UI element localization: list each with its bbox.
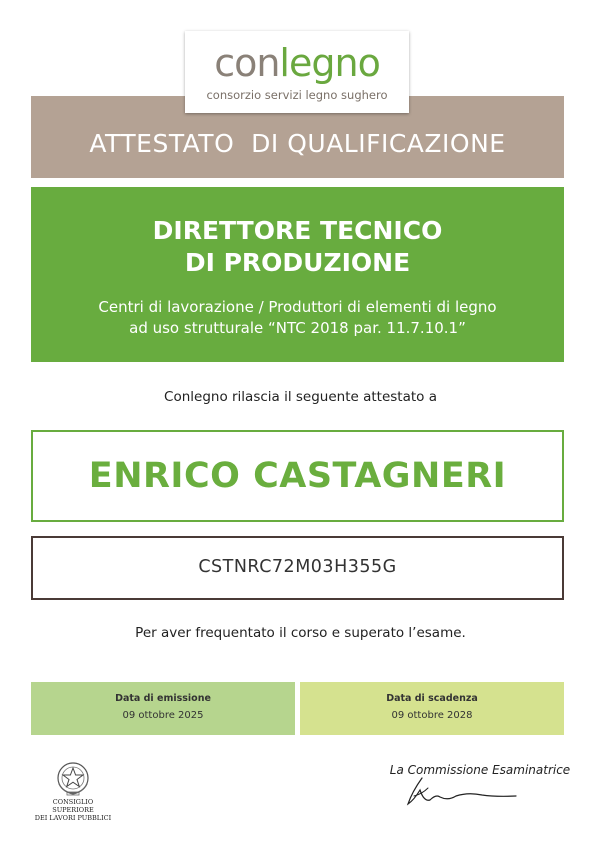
emblem-line-2: DEI LAVORI PUBBLICI (34, 814, 112, 822)
role-line-1: DIRETTORE TECNICO (152, 216, 443, 245)
issue-date-value: 09 ottobre 2025 (122, 710, 204, 721)
certificate-title: ATTESTATO DI QUALIFICAZIONE (89, 129, 506, 158)
emblem-line-1: CONSIGLIO SUPERIORE (52, 798, 94, 814)
emblem-caption (33, 798, 113, 822)
role-scope (31, 297, 564, 339)
issue-date-label: Data di emissione (115, 693, 211, 704)
logo-tagline: consorzio servizi legno sughero (206, 88, 388, 102)
role-line-2: DI PRODUZIONE (184, 248, 411, 277)
logo-word-part2: legno (279, 41, 380, 85)
expiry-date-box (300, 682, 564, 735)
conlegno-logo (185, 31, 409, 113)
logo-wordmark (185, 41, 409, 85)
fiscal-code: CSTNRC72M03H355G (198, 557, 397, 577)
italian-republic-emblem-icon (53, 757, 93, 797)
logo-word-part1: con (214, 41, 280, 85)
outro-text: Per aver frequentato il corso e superato l’esame. (135, 625, 466, 641)
scope-line-1: Centri di lavorazione / Produttori di elementi di legno (98, 298, 497, 316)
issue-date-box (31, 682, 295, 735)
role-band (31, 187, 564, 362)
commission-label: La Commissione Esaminatrice (389, 763, 571, 777)
scope-line-2: ad uso strutturale “NTC 2018 par. 11.7.10.1” (129, 319, 466, 337)
recipient-name-box (31, 430, 564, 522)
recipient-name: ENRICO CASTAGNERI (88, 456, 507, 496)
expiry-date-value: 09 ottobre 2028 (391, 710, 473, 721)
fiscal-code-box (31, 536, 564, 600)
expiry-date-label: Data di scadenza (386, 693, 478, 704)
emblem-block (33, 757, 113, 822)
intro-text: Conlegno rilascia il seguente attestato a (164, 389, 437, 405)
signature (400, 770, 530, 812)
role-title (31, 215, 564, 279)
